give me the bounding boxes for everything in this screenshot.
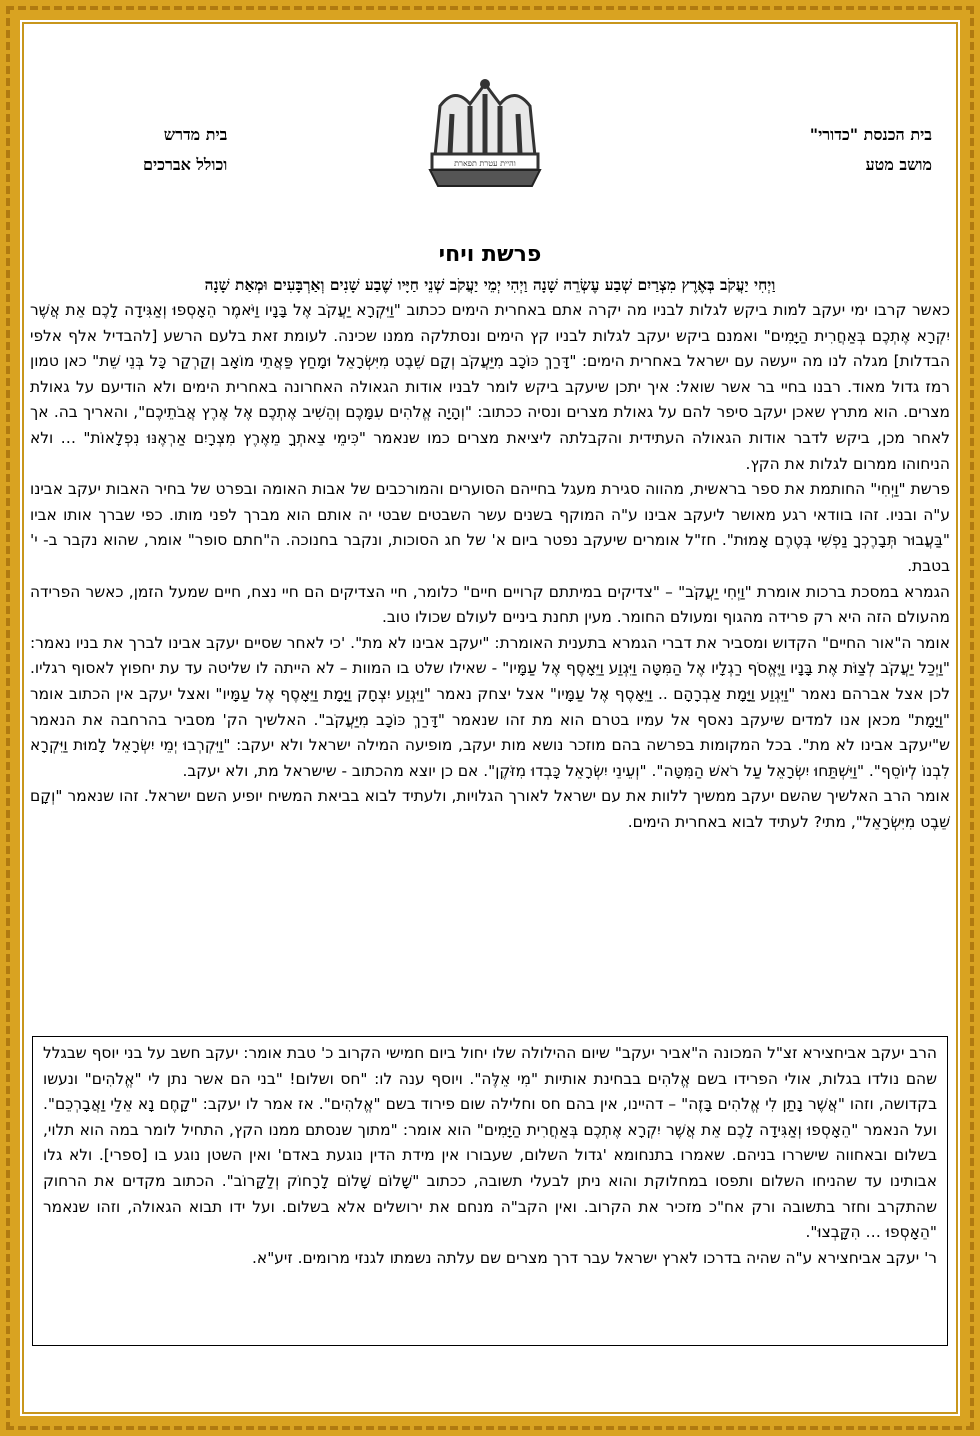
crown-inscription: והיית עטרת תפארת: [454, 159, 516, 168]
page-title: פרשת ויחי: [438, 242, 542, 267]
article-body: [28, 298, 952, 835]
boxed-story: [32, 1036, 948, 1346]
paragraph-3: הגמרא במסכת ברכות אומרת "וַיְחִי יַעֲקֹב" – "צדיקים במיתתם קרויים חיים" כלומר, חיי הצדיקים הם חיי נצח, חיים שמעל הזמן, כאשר הפרידה מהעולם הזה היא רק פרידה מהגוף ומעולם החומר. מעין תחנת ביניים לעולם שכולו טוב.: [30, 582, 950, 627]
synagogue-info: [810, 120, 932, 180]
synagogue-name: בית הכנסת "כדורי": [809, 125, 932, 144]
village-name: מושב מטע: [865, 155, 932, 174]
beit-midrash-info: [143, 120, 227, 180]
kollel-label: וכולל אברכים: [143, 155, 228, 174]
paragraph-2: פרשת "וַיְחִי" החותמת את ספר בראשית, מהווה סגירת מעגל בחייהם הסוערים והמורכבים של אבות האומה ובפרט של בחיר האבות יעקב אבינו ע"ה ובניו. זהו בוודאי רגע מאושר ליעקב אבינו ע"ה המוקף בשנים עשר השבטים שבטי יה אותם הוא מברך לפני מותו. כפי שברך אותו אביו "בַּעֲבוּר תְּבָרֶכְךָ נַפְשִׁי בְּטֶרֶם אָמוּת". חז"ל אומרים שיעקב נפטר ביום א' של חג הסוכות, ונקבר בחנוכה. ה"חתם סופר" אומר, שהוא נקבר ב- י' בטבת.: [30, 480, 950, 575]
paragraph-5: אומר הרב האלשיך שהשם יעקב ממשיך ללוות את עם ישראל לאורך הגלויות, ולעתיד לבוא בביאת המשיח יופיע השם ישראל. זהו שנאמר "וְקָם שֵׁבֶט מִיִּשְׂרָאֵל", מתי? לעתיד לבוא באחרית הימים.: [30, 787, 950, 831]
beit-midrash-label: בית מדרש: [163, 125, 228, 144]
paragraph-1: כאשר קרבו ימי יעקב למות ביקש לגלות לבניו מה יקרה אתם באחרית הימים ככתוב "וַיִּקְרָא יַעֲקֹב אֶל בָּנָיו וַיֹּאמֶר הֵאָסְפוּ וְאַגִּידָה לָכֶם אֵת אֲשֶׁר יִקְרָא אֶתְכֶם בְּאַחֲרִית הַיָּמִים" ואמנם ביקש יעקב לגלות לבניו קץ הימים ונסתלקה ממנו שכינה. לעומת זאת בלעם הרשע [להבדיל אלף אלפי הבדלות] מגלה לנו מה ייעשה עם ישראל באחרית הימים: "דָּרַךְ כּוֹכָב מִיַּעֲקֹב וְקָם שֵׁבֶט מִיִּשְׂרָאֵל וּמָחַץ פַּאֲתֵי מוֹאָב וְקַרְקַר כָּל בְּנֵי שֵׁת" כאן טמון רמז גדול מאוד. רבנו בחיי בר אשר שואל: איך יתכן שיעקב ביקש לומר לבניו אודות הגאולה האחרונה באחרית הימים ולא הודיעם על גאולת מצרים. הוא מתרץ שאכן יעקב סיפר להם על גאולת מצרים ונסיה ככתוב: "וְהָיָה אֱלֹהִים עִמָּכֶם וְהֵשִׁיב אֶתְכֶם אֶל אֶרֶץ אֲבֹתֵיכֶם", והאריך בה. אך לאחר מכן, ביקש לדבר אודות הגאולה העתידית והקבלתה ליציאת מצרים כמו שנאמר "כִּימֵי צֵאתְךָ מֵאֶרֶץ מִצְרָיִם אַרְאֶנּוּ נִפְלָאוֹת" … ולא הניחוהו ממרום לגלות את הקץ.: [30, 301, 950, 473]
paragraph-4: אומר ה"אור החיים" הקדוש ומסביר את דברי הגמרא בתענית האומרת: "יעקב אבינו לא מת". 'כי לאחר שסיים יעקב אבינו לברך את בניו נאמר: "וַיְכַל יַעֲקֹב לְצַוֹּת אֶת בָּנָיו וַיֶּאֱסֹף רַגְלָיו אֶל הַמִּטָּה וַיִּגְוַע וַיֵּאָסֶף אֶל עַמָּיו" - שאילו שלט בו המוות – לא הייתה לו שליטה עד עת יחפוץ לאסוף רגליו. לכן אצל אברהם נאמר "וַיִּגְוַע וַיָּמָת אַבְרָהָם .. וַיֵּאָסֶף אֶל עַמָּיו" אצל יצחק נאמר "וַיִּגְוַע יִצְחָק וַיָּמָת וַיֵּאָסֶף אֶל עַמָּיו" ואצל יעקב אין הכתוב אומר "וַיָּמָת" מכאן אנו למדים שיעקב נאסף אל עמיו בטרם הוא מת זהו שנאמר "דָּרַךְ כּוֹכָב מִיַּעֲקֹב". האלשיך הק' מסביר בהרחבה את הנאמר ש"יעקב אבינו לא מת". בכל המקומות בפרשה בהם מוזכר נושא מות יעקב, מופיעה המילה ישראל ולא יעקב: "וַיִּקְרְבוּ יְמֵי יִשְׂרָאֵל לָמוּת וַיִּקְרָא לִבְנוֹ לְיוֹסֵף". "וַיִּשְׁתַּחוּ יִשְׂרָאֵל עַל רֹאשׁ הַמִּטָּה". "וְעֵינֵי יִשְׂרָאֵל כָּבְדוּ מִזֹּקֶן". אם כן יוצא מהכתוב - שישראל מת, ולא יעקב.: [30, 633, 950, 780]
box-paragraph-2: ר' יעקב אביחצירא ע"ה שהיה בדרכו לארץ ישראל עבר דרך מצרים שם עלתה נשמתו לגנזי מרומים. זיע"א.: [252, 1248, 937, 1267]
opening-verse: וַיְחִי יַעֲקֹב בְּאֶרֶץ מִצְרַיִם שְׁבַע עֶשְׂרֵה שָׁנָה וַיְהִי יְמֵי יַעֲקֹב שְׁנֵי חַיָּיו שֶׁבַע שָׁנִים וְאַרְבָּעִים וּמְאַת שָׁנָה: [204, 275, 776, 294]
crown-icon: [420, 76, 550, 196]
box-paragraph-1: הרב יעקב אביחצירא זצ"ל המכונה ה"אביר יעקב" שיום ההילולה שלו יחול ביום חמישי הקרוב כ' טבת אומר: יעקב חשב על בני יוסף שבגלל שהם נולדו בגלות, אולי הפרידו בשם אֱלֹהִים בבחינת אותיות "מִי אֵלֶּה". ויוסף ענה לו: "חס ושלום! "בני הם אשר נתן לי "אֱלֹהִים" ונעשו בקדושה, וזהו "אֲשֶׁר נָתַן לִי אֱלֹהִים בָּזֶה" – דהיינו, אין בהם חס וחלילה שום פירוד בשם "אֱלֹהִים". אז אמר לו יעקב: "קָחֶם נָא אֵלַי וַאֲבָרְכֵם". ועל הנאמר "הֵאָסְפוּ וְאַגִּידָה לָכֶם אֵת אֲשֶׁר יִקְרָא אֶתְכֶם בְּאַחֲרִית הַיָּמִים" הוא אומר: "מתוך שנסתם ממנו הקץ, התחיל לומר במה הוא תלוי, בשלום ובאחווה שישררו בניהם. שאמרו בתנחומא 'גדול השלום, שעבורו אין מידת הדין נוגעת באדם' ואין השטן נוגע בו [ספרי]. ולא גלו אבותינו עד שהניחו השלום ותפסו במחלוקת והוא ניתן לבעלי תשובה, ככתוב "שָׁלוֹם שָׁלוֹם לָרָחוֹק וְלַקָּרוֹב". הכתוב מקדים את הרחוק שהתקרב וחזר בתשובה ורק אח"כ מזכיר את הקרוב. ואין הקב"ה מנחם את ירושלים אלא בשלום. ועל ידו תבוא הגאולה, וזהו שנאמר "הֵאָסְפוּ … הִקָּבְצוּ".: [43, 1044, 937, 1242]
header: [28, 28, 952, 238]
page: [28, 28, 952, 1408]
